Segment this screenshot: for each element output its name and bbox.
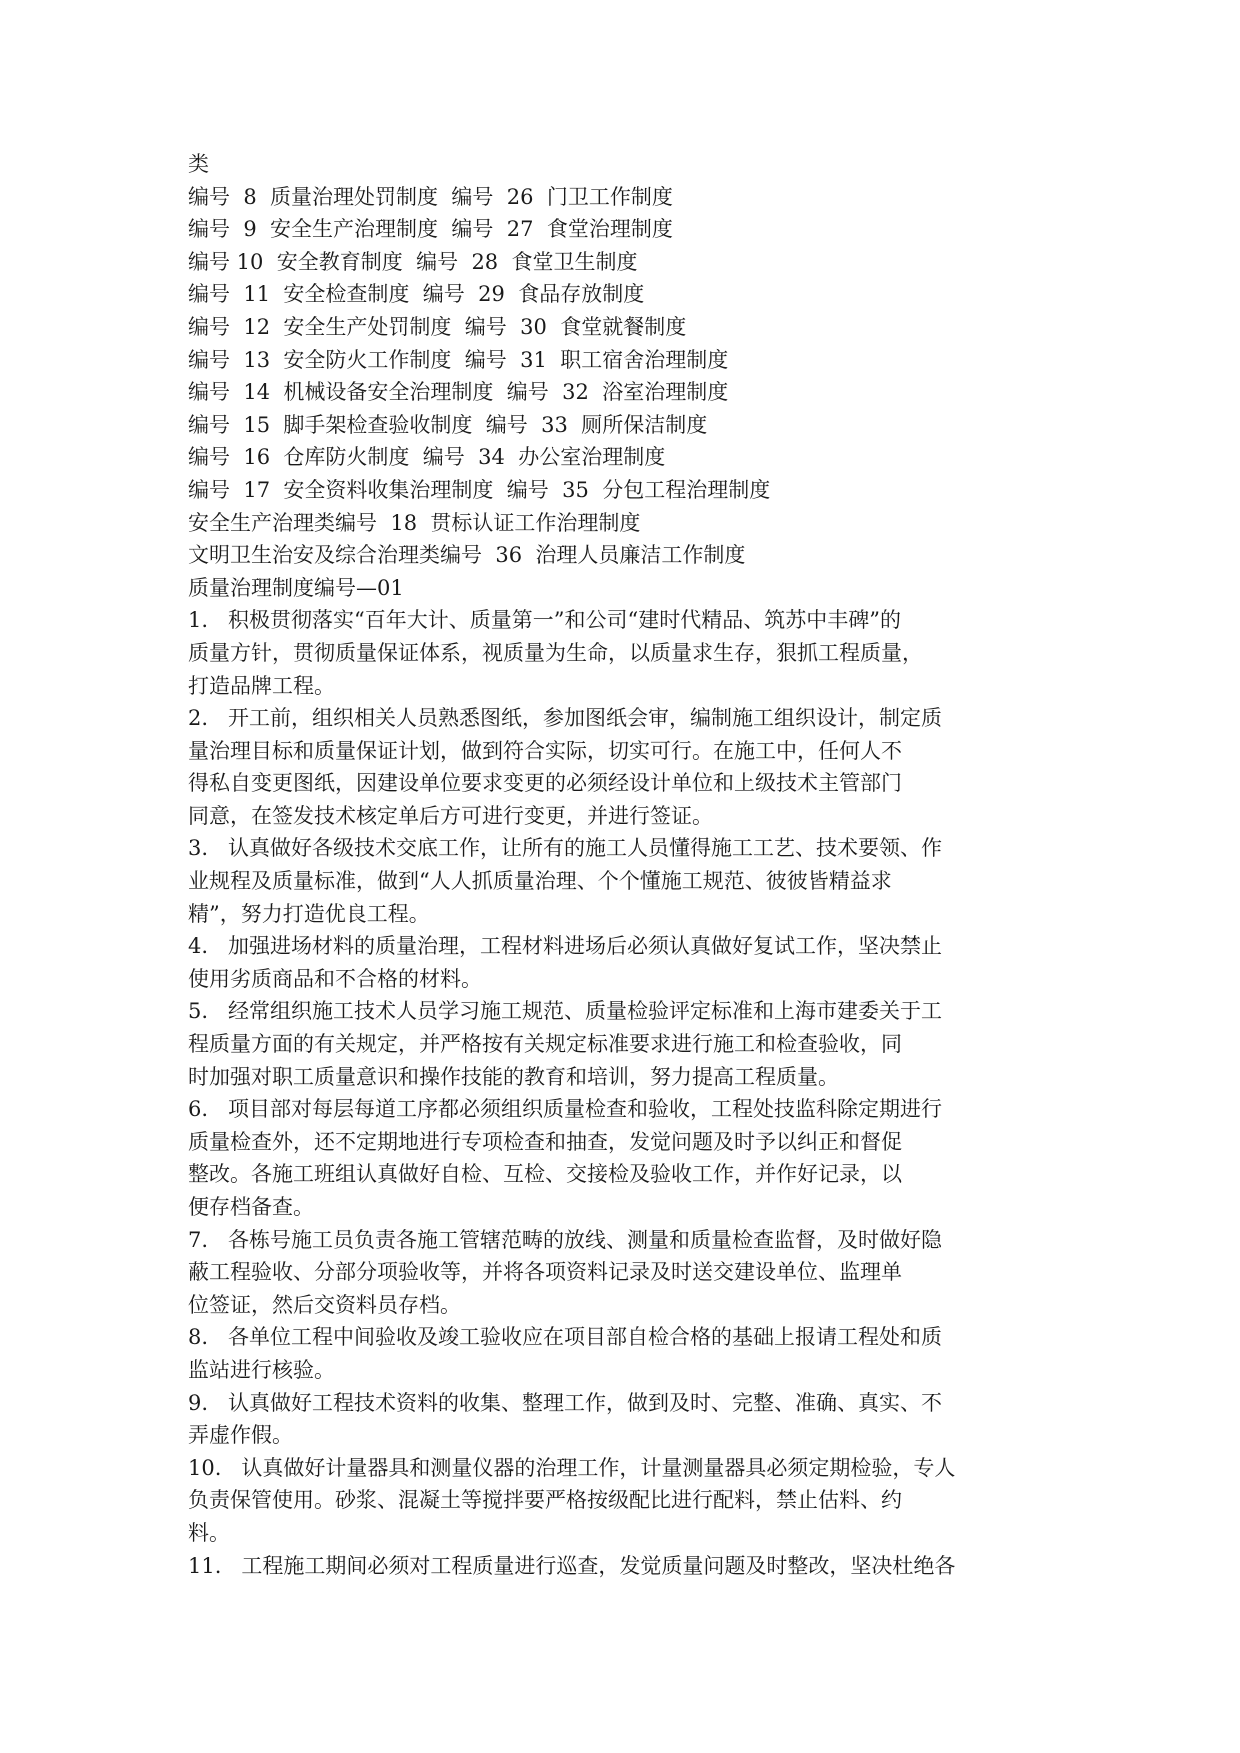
text-line: 程质量方面的有关规定，并严格按有关规定标准要求进行施工和检查验收，同 (188, 1032, 902, 1057)
text-line: 类 (188, 152, 209, 176)
text-line: 质量治理制度编号—01 (188, 575, 404, 600)
text-line: 编号 10 安全教育制度 编号 28 食堂卫生制度 (188, 249, 638, 274)
text-line: 8. 各单位工程中间验收及竣工验收应在项目部自检合格的基础上报请工程处和质 (188, 1325, 943, 1350)
text-line: 7. 各栋号施工员负责各施工管辖范畴的放线、测量和质量检查监督，及时做好隐 (188, 1227, 943, 1252)
text-line: 编号 17 安全资料收集治理制度 编号 35 分包工程治理制度 (188, 477, 771, 502)
text-line: 整改。各施工班组认真做好自检、互检、交接检及验收工作，并作好记录，以 (188, 1162, 902, 1187)
text-line: 6. 项目部对每层每道工序都必须组织质量检查和验收，工程处技监科除定期进行 (188, 1097, 943, 1122)
text-line: 编号 12 安全生产处罚制度 编号 30 食堂就餐制度 (188, 314, 687, 339)
text-line: 监站进行核验。 (188, 1357, 335, 1382)
text-line: 编号 11 安全检查制度 编号 29 食品存放制度 (188, 282, 645, 307)
text-line: 负责保管使用。砂浆、混凝土等搅拌要严格按级配比进行配料，禁止估料、约 (188, 1488, 902, 1513)
text-line: 量治理目标和质量保证计划，做到符合实际，切实可行。在施工中，任何人不 (188, 738, 902, 763)
text-line: 编号 14 机械设备安全治理制度 编号 32 浴室治理制度 (188, 380, 729, 405)
text-line: 编号 13 安全防火工作制度 编号 31 职工宿舍治理制度 (188, 347, 729, 372)
text-line: 10. 认真做好计量器具和测量仪器的治理工作，计量测量器具必须定期检验，专人 (188, 1455, 956, 1480)
text-line: 2. 开工前，组织相关人员熟悉图纸，参加图纸会审，编制施工组织设计，制定质 (188, 706, 943, 731)
text-line: 同意，在签发技术核定单后方可进行变更，并进行签证。 (188, 803, 713, 828)
text-line: 打造品牌工程。 (188, 673, 335, 698)
text-line: 编号 8 质量治理处罚制度 编号 26 门卫工作制度 (188, 184, 673, 209)
text-line: 编号 16 仓库防火制度 编号 34 办公室治理制度 (188, 445, 666, 470)
text-line: 料。 (188, 1520, 230, 1545)
text-line: 便存档备查。 (188, 1195, 314, 1219)
text-line: 质量方针，贯彻质量保证体系，视质量为生命，以质量求生存，狠抓工程质量， (188, 640, 923, 665)
text-line: 使用劣质商品和不合格的材料。 (188, 966, 482, 991)
document-body (188, 148, 1068, 1582)
text-line: 业规程及质量标准，做到“人人抓质量治理、个个懂施工规范、彼彼皆精益求 (188, 869, 892, 894)
text-line: 文明卫生治安及综合治理类编号 36 治理人员廉洁工作制度 (188, 543, 746, 568)
text-line: 弄虚作假。 (188, 1423, 293, 1448)
text-line: 得私自变更图纸，因建设单位要求变更的必须经设计单位和上级技术主管部门 (188, 771, 902, 796)
text-line: 时加强对职工质量意识和操作技能的教育和培训，努力提高工程质量。 (188, 1064, 839, 1089)
text-line: 3. 认真做好各级技术交底工作，让所有的施工人员懂得施工工艺、技术要领、作 (188, 836, 943, 861)
text-line: 9. 认真做好工程技术资料的收集、整理工作，做到及时、完整、准确、真实、不 (188, 1390, 943, 1415)
text-line: 精”，努力打造优良工程。 (188, 901, 430, 926)
text-line: 5. 经常组织施工技术人员学习施工规范、质量检验评定标准和上海市建委关于工 (188, 999, 943, 1024)
text-line: 4. 加强进场材料的质量治理，工程材料进场后必须认真做好复试工作，坚决禁止 (188, 934, 943, 959)
text-line: 蔽工程验收、分部分项验收等，并将各项资料记录及时送交建设单位、监理单 (188, 1260, 902, 1285)
text-line: 编号 15 脚手架检查验收制度 编号 33 厕所保洁制度 (188, 412, 708, 437)
text-line: 质量检查外，还不定期地进行专项检查和抽查，发觉问题及时予以纠正和督促 (188, 1129, 902, 1154)
text-line: 安全生产治理类编号 18 贯标认证工作治理制度 (188, 510, 641, 535)
text-line: 11. 工程施工期间必须对工程质量进行巡查，发觉质量问题及时整改，坚决杜绝各 (188, 1553, 956, 1578)
text-line: 编号 9 安全生产治理制度 编号 27 食堂治理制度 (188, 217, 673, 242)
text-line: 1. 积极贯彻落实“百年大计、质量第一”和公司“建时代精品、筑苏中丰碑”的 (188, 608, 902, 633)
text-line: 位签证，然后交资料员存档。 (188, 1292, 461, 1317)
